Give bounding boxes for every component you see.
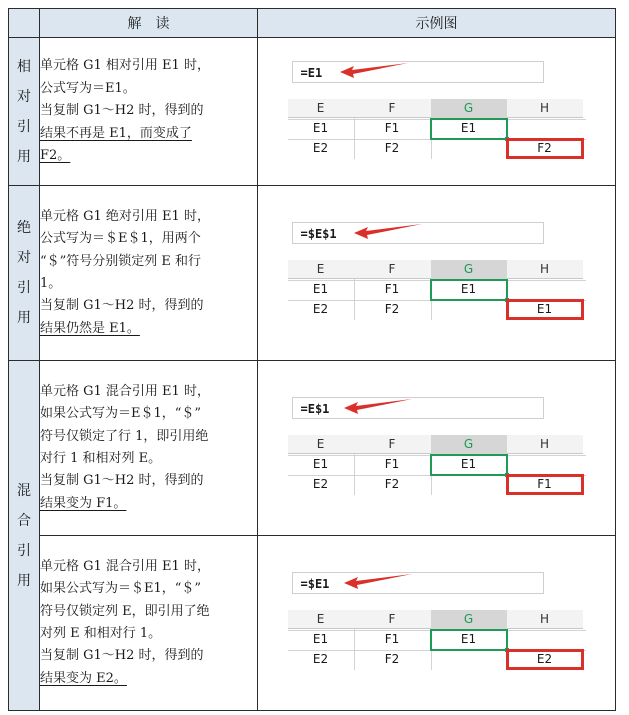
- explanation-line: 当复制 G1～H2 时，得到的: [40, 473, 204, 489]
- explanation: [40, 361, 258, 536]
- spreadsheet-example: [288, 397, 586, 495]
- cell[interactable]: [507, 119, 583, 138]
- column-header[interactable]: F: [354, 435, 431, 454]
- cell[interactable]: E2: [312, 302, 329, 316]
- cell-grid: [288, 99, 586, 159]
- cell[interactable]: F2: [384, 302, 400, 316]
- explanation-result: 结果变为 F1。: [40, 495, 127, 511]
- cell[interactable]: E1: [460, 457, 477, 471]
- column-header[interactable]: H: [507, 610, 583, 629]
- column-header[interactable]: E: [288, 99, 354, 118]
- formula-bar: =$E$1: [292, 222, 544, 244]
- row-mixed-1: [9, 361, 616, 536]
- arrow-shape: [340, 63, 408, 78]
- explanation-line: 当复制 G1～H2 时，得到的: [40, 298, 204, 314]
- cell[interactable]: E1: [312, 632, 329, 646]
- cell[interactable]: F1: [384, 457, 400, 471]
- header-row: [9, 9, 616, 38]
- explanation-line: “＄”符号分别锁定列 E 和行: [40, 253, 202, 269]
- category-char: 混: [17, 482, 31, 499]
- cell[interactable]: E1: [460, 120, 477, 135]
- column-header[interactable]: F: [354, 99, 431, 118]
- category-char: 对: [17, 250, 31, 266]
- cell[interactable]: F2: [537, 140, 552, 155]
- row-absolute: [9, 186, 616, 361]
- arrow-icon: [288, 61, 586, 91]
- cell[interactable]: E1: [460, 632, 477, 646]
- cell[interactable]: E2: [312, 140, 329, 155]
- explanation-result: 结果变为 E2。: [40, 670, 127, 686]
- category-char: 引: [17, 542, 31, 559]
- explanation-line: 1。: [40, 276, 62, 291]
- row-relative: [9, 38, 616, 186]
- example-figure: [258, 361, 616, 536]
- selected-cell-outline: [430, 454, 508, 476]
- cell-grid: [288, 260, 586, 320]
- row-mixed-2: [9, 536, 616, 711]
- result-cell-highlight: [506, 138, 584, 159]
- explanation: [40, 186, 258, 361]
- cell[interactable]: E1: [312, 282, 329, 296]
- explanation: [40, 536, 258, 711]
- explanation-line: 当复制 G1～H2 时，得到的: [40, 648, 204, 664]
- spreadsheet-example: [288, 222, 586, 320]
- cell[interactable]: F2: [384, 477, 400, 491]
- header-blank: [9, 9, 40, 38]
- column-header[interactable]: G: [431, 260, 507, 279]
- cell[interactable]: [431, 139, 507, 158]
- cell[interactable]: E1: [312, 120, 329, 135]
- explanation-result: 结果不再是 E1，而变成了: [40, 125, 192, 141]
- cell[interactable]: E2: [312, 477, 329, 491]
- column-header[interactable]: F: [354, 610, 431, 629]
- cell[interactable]: E1: [460, 282, 477, 296]
- cell[interactable]: E1: [536, 302, 553, 316]
- category-char: 绝: [17, 220, 31, 236]
- cell[interactable]: F2: [384, 140, 400, 155]
- arrow-icon: [288, 222, 586, 252]
- cell[interactable]: [431, 300, 507, 319]
- result-cell-highlight: [506, 299, 584, 320]
- column-header[interactable]: E: [288, 260, 354, 279]
- explanation-result: 结果仍然是 E1。: [40, 320, 140, 336]
- category-char: 用: [17, 310, 31, 326]
- column-header[interactable]: G: [431, 435, 507, 454]
- explanation-result: F2。: [40, 148, 71, 164]
- category-char: 用: [17, 148, 31, 165]
- selected-cell-outline: [430, 279, 508, 301]
- category-char: 引: [17, 280, 31, 296]
- column-header[interactable]: E: [288, 610, 354, 629]
- formula-bar: =E1: [292, 61, 544, 83]
- cell[interactable]: [507, 630, 583, 649]
- column-header[interactable]: G: [431, 99, 507, 118]
- cell-grid: [288, 435, 586, 495]
- column-header[interactable]: F: [354, 260, 431, 279]
- category-char: 合: [17, 512, 31, 529]
- arrow-icon: [288, 397, 586, 427]
- formula-bar: =$E1: [292, 572, 544, 594]
- explanation-line: 对行 1 和相对列 E。: [40, 451, 162, 466]
- explanation-line: 对列 E 和相对行 1。: [40, 626, 162, 641]
- column-header[interactable]: G: [431, 610, 507, 629]
- explanation-line: 单元格 G1 混合引用 E1 时，: [40, 383, 210, 399]
- column-header[interactable]: E: [288, 435, 354, 454]
- explanation: [40, 38, 258, 186]
- category-relative: [9, 38, 40, 186]
- example-figure: [258, 186, 616, 361]
- cell-grid: [288, 610, 586, 670]
- cell[interactable]: E2: [312, 652, 329, 666]
- category-absolute: [9, 186, 40, 361]
- category-char: 相: [17, 58, 31, 75]
- arrow-shape: [344, 574, 412, 589]
- explanation-line: 符号仅锁定列 E，即引用了绝: [40, 603, 210, 619]
- column-header[interactable]: H: [507, 435, 583, 454]
- explanation-line: 单元格 G1 绝对引用 E1 时，: [40, 208, 210, 224]
- cell[interactable]: F2: [384, 652, 400, 666]
- result-cell-highlight: [506, 649, 584, 670]
- selected-cell-outline: [430, 118, 508, 140]
- header-explanation: 解 读: [40, 9, 258, 38]
- cell[interactable]: F1: [537, 477, 552, 491]
- arrow-shape: [344, 399, 412, 414]
- explanation-line: 如果公式写为＝E＄1，“＄”: [40, 406, 202, 422]
- explanation-line: 公式写为＝＄E＄1，用两个: [40, 231, 201, 247]
- formula-bar: =E$1: [292, 397, 544, 419]
- spreadsheet-example: [288, 572, 586, 670]
- explanation-line: 单元格 G1 相对引用 E1 时，: [40, 58, 210, 74]
- cell[interactable]: [507, 455, 583, 474]
- arrow-shape: [354, 224, 422, 239]
- result-cell-highlight: [506, 474, 584, 495]
- arrow-icon: [288, 572, 586, 602]
- cell[interactable]: [431, 650, 507, 669]
- category-char: 用: [17, 572, 31, 589]
- reference-table: [8, 8, 616, 711]
- category-char: 引: [17, 118, 31, 135]
- spreadsheet-example: [288, 61, 586, 159]
- column-header[interactable]: H: [507, 260, 583, 279]
- cell[interactable]: E1: [312, 457, 329, 471]
- explanation-line: 公式写为＝E1。: [40, 80, 136, 96]
- example-figure: [258, 536, 616, 711]
- header-example: 示例图: [258, 9, 616, 38]
- cell[interactable]: F1: [384, 282, 400, 296]
- example-figure: [258, 38, 616, 186]
- selected-cell-outline: [430, 629, 508, 651]
- cell[interactable]: F1: [384, 120, 400, 135]
- explanation-line: 单元格 G1 混合引用 E1 时，: [40, 558, 210, 574]
- cell[interactable]: E2: [536, 652, 553, 666]
- category-char: 对: [17, 88, 31, 105]
- explanation-line: 当复制 G1～H2 时，得到的: [40, 103, 204, 119]
- column-header[interactable]: H: [507, 99, 583, 118]
- cell[interactable]: F1: [384, 632, 400, 646]
- explanation-line: 符号仅锁定了行 1，即引用绝: [40, 428, 209, 444]
- category-mixed: [9, 361, 40, 711]
- cell[interactable]: [507, 280, 583, 299]
- explanation-line: 如果公式写为＝＄E1，“＄”: [40, 581, 202, 597]
- cell[interactable]: [431, 475, 507, 494]
